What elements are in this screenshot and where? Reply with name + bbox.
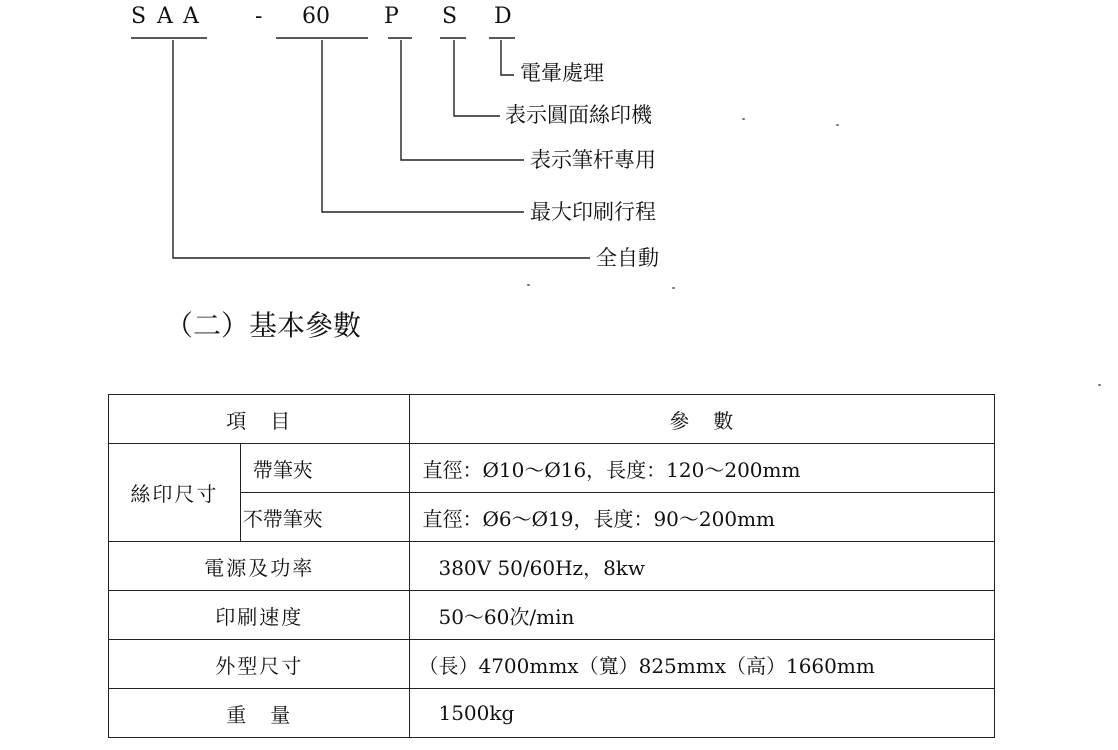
label-corona-treatment: 電暈處理: [520, 61, 604, 85]
scan-speck: [836, 124, 839, 126]
code-letter-p: P: [384, 4, 399, 29]
row-value-power: 380V 50/60Hz，8kw: [410, 542, 995, 591]
branch-s: [454, 40, 500, 116]
branch-d: [501, 40, 514, 75]
label-round-screen-printer: 表示圓面絲印機: [505, 103, 652, 127]
scan-speck: [527, 284, 530, 286]
table-row: [109, 689, 995, 738]
section-heading-basic-parameters: （二）基本參數: [165, 309, 362, 342]
branch-p: [401, 40, 524, 160]
row-value-dimensions: （長）4700mmx（寬）825mmx（高）1660mm: [410, 640, 995, 689]
row-label-power: 電源及功率: [109, 542, 410, 591]
row-value-without-clip: 直徑：Ø6～Ø19，長度：90～200mm: [410, 493, 995, 542]
code-letter-a2: A: [183, 4, 199, 29]
scan-speck: [742, 118, 745, 120]
table-row: [109, 493, 995, 542]
label-max-print-stroke: 最大印刷行程: [530, 200, 656, 224]
scan-speck: [1098, 384, 1101, 386]
code-letter-s: S: [131, 4, 147, 29]
row-value-with-clip: 直徑：Ø10～Ø16，長度：120～200mm: [410, 444, 995, 493]
code-letter-dash: -: [255, 4, 263, 29]
row-label-print-size: 絲印尺寸: [109, 444, 241, 542]
row-label-print-speed: 印刷速度: [109, 591, 410, 640]
table-row: [109, 542, 995, 591]
label-pen-barrel-dedicated: 表示筆杆專用: [530, 148, 656, 172]
scan-speck: [672, 287, 675, 289]
row-sublabel-without-clip: 不帶筆夾: [240, 493, 410, 542]
row-value-print-speed: 50～60次/min: [410, 591, 995, 640]
code-letter-60: 60: [302, 4, 330, 29]
header-params: 參 數: [410, 395, 995, 444]
header-item: 項 目: [109, 395, 410, 444]
row-sublabel-with-clip: 帶筆夾: [240, 444, 410, 493]
row-label-weight: 重 量: [109, 689, 410, 738]
code-letter-a1: A: [157, 4, 173, 29]
branch-60: [322, 40, 524, 212]
table-row: [109, 640, 995, 689]
spec-table: [108, 394, 995, 738]
label-fully-automatic: 全自動: [596, 246, 659, 270]
table-row: [109, 591, 995, 640]
table-header-row: [109, 395, 995, 444]
row-value-weight: 1500kg: [410, 689, 995, 738]
code-letter-s2: S: [442, 4, 458, 29]
table-row: [109, 444, 995, 493]
code-letter-d: D: [494, 4, 512, 29]
row-label-dimensions: 外型尺寸: [109, 640, 410, 689]
